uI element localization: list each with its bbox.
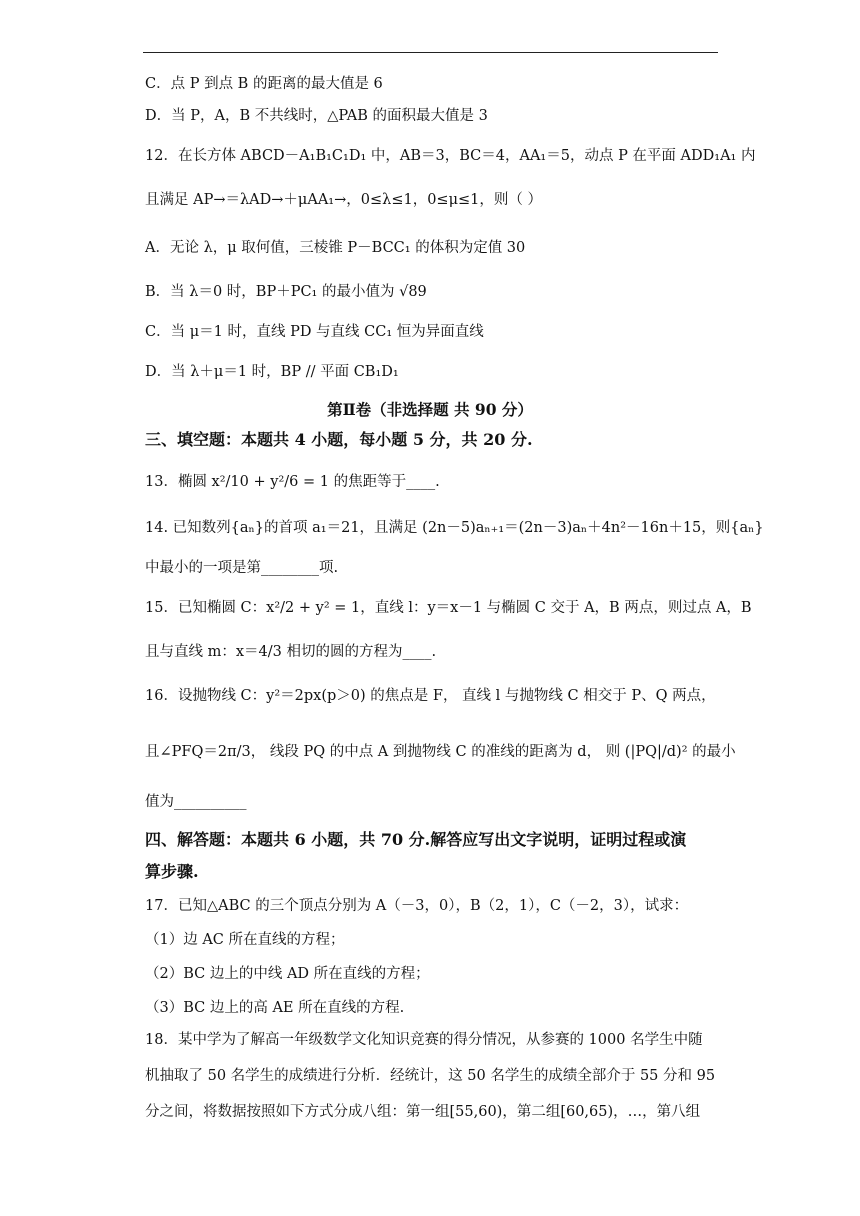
section4-heading-line1: 四、解答题：本题共 6 小题，共 70 分.解答应写出文字说明，证明过程或演 [145, 830, 687, 849]
q14-line2: 中最小的一项是第________项. [145, 560, 339, 576]
q12-option-a: A．无论 λ，μ 取何值，三棱锥 P－BCC₁ 的体积为定值 30 [145, 240, 526, 256]
q12-option-d: D．当 λ＋μ＝1 时，BP // 平面 CB₁D₁ [145, 364, 399, 380]
section3-heading: 三、填空题：本题共 4 小题，每小题 5 分，共 20 分. [145, 430, 533, 449]
q12-stem-line1: 12．在长方体 ABCD－A₁B₁C₁D₁ 中，AB＝3，BC＝4，AA₁＝5，动点 P 在平面 ADD₁A₁ 内 [145, 148, 756, 164]
q15-line2: 且与直线 m：x＝4/3 相切的圆的方程为____. [145, 644, 437, 660]
q16-line1: 16．设抛物线 C：y²＝2px(p＞0) 的焦点是 F， 直线 l 与抛物线 C 相交于 P、Q 两点， [145, 688, 716, 704]
q18-line3: 分之间，将数据按照如下方式分成八组：第一组[55,60)，第二组[60,65)，…，第八组 [145, 1104, 701, 1120]
q11-option-d: D．当 P，A，B 不共线时，△PAB 的面积最大值是 3 [145, 108, 488, 124]
q16-line2: 且∠PFQ＝2π/3， 线段 PQ 的中点 A 到抛物线 C 的准线的距离为 d， 则 (|PQ|/d)² 的最小 [145, 744, 736, 760]
q17: 17．已知△ABC 的三个顶点分别为 A（－3，0），B（2，1），C（－2，3），试求： [145, 898, 689, 914]
q12-stem-line2: 且满足 AP→＝λAD→＋μAA₁→，0≤λ≤1，0≤μ≤1，则（ ） [145, 192, 542, 208]
q14-line1: 14. 已知数列{aₙ}的首项 a₁＝21，且满足 (2n－5)aₙ₊₁＝(2n－3)aₙ＋4n²－16n＋15，则{aₙ} [145, 520, 764, 536]
q15-line1: 15．已知椭圆 C：x²/2 + y² = 1，直线 l：y＝x－1 与椭圆 C 交于 A，B 两点，则过点 A，B [145, 600, 752, 616]
header-rule [143, 52, 718, 53]
q16-line3: 值为__________ [145, 794, 247, 810]
q11-option-c: C．点 P 到点 B 的距离的最大值是 6 [145, 76, 383, 92]
q17-part2: （2）BC 边上的中线 AD 所在直线的方程； [145, 966, 430, 982]
section4-heading-line2: 算步骤. [145, 862, 199, 881]
q12-option-c: C．当 μ＝1 时，直线 PD 与直线 CC₁ 恒为异面直线 [145, 324, 484, 340]
q18-line2: 机抽取了 50 名学生的成绩进行分析．经统计，这 50 名学生的成绩全部介于 55 分和 95 [145, 1068, 716, 1084]
q17-part3: （3）BC 边上的高 AE 所在直线的方程. [145, 1000, 405, 1016]
q17-part1: （1）边 AC 所在直线的方程； [145, 932, 345, 948]
q18-line1: 18．某中学为了解高一年级数学文化知识竞赛的得分情况，从参赛的 1000 名学生中随 [145, 1032, 703, 1048]
q12-option-b: B．当 λ＝0 时，BP＋PC₁ 的最小值为 √89 [145, 284, 427, 300]
q13: 13．椭圆 x²/10 + y²/6 = 1 的焦距等于____. [145, 474, 440, 490]
part2-title: 第Ⅱ卷（非选择题 共 90 分） [327, 400, 533, 419]
